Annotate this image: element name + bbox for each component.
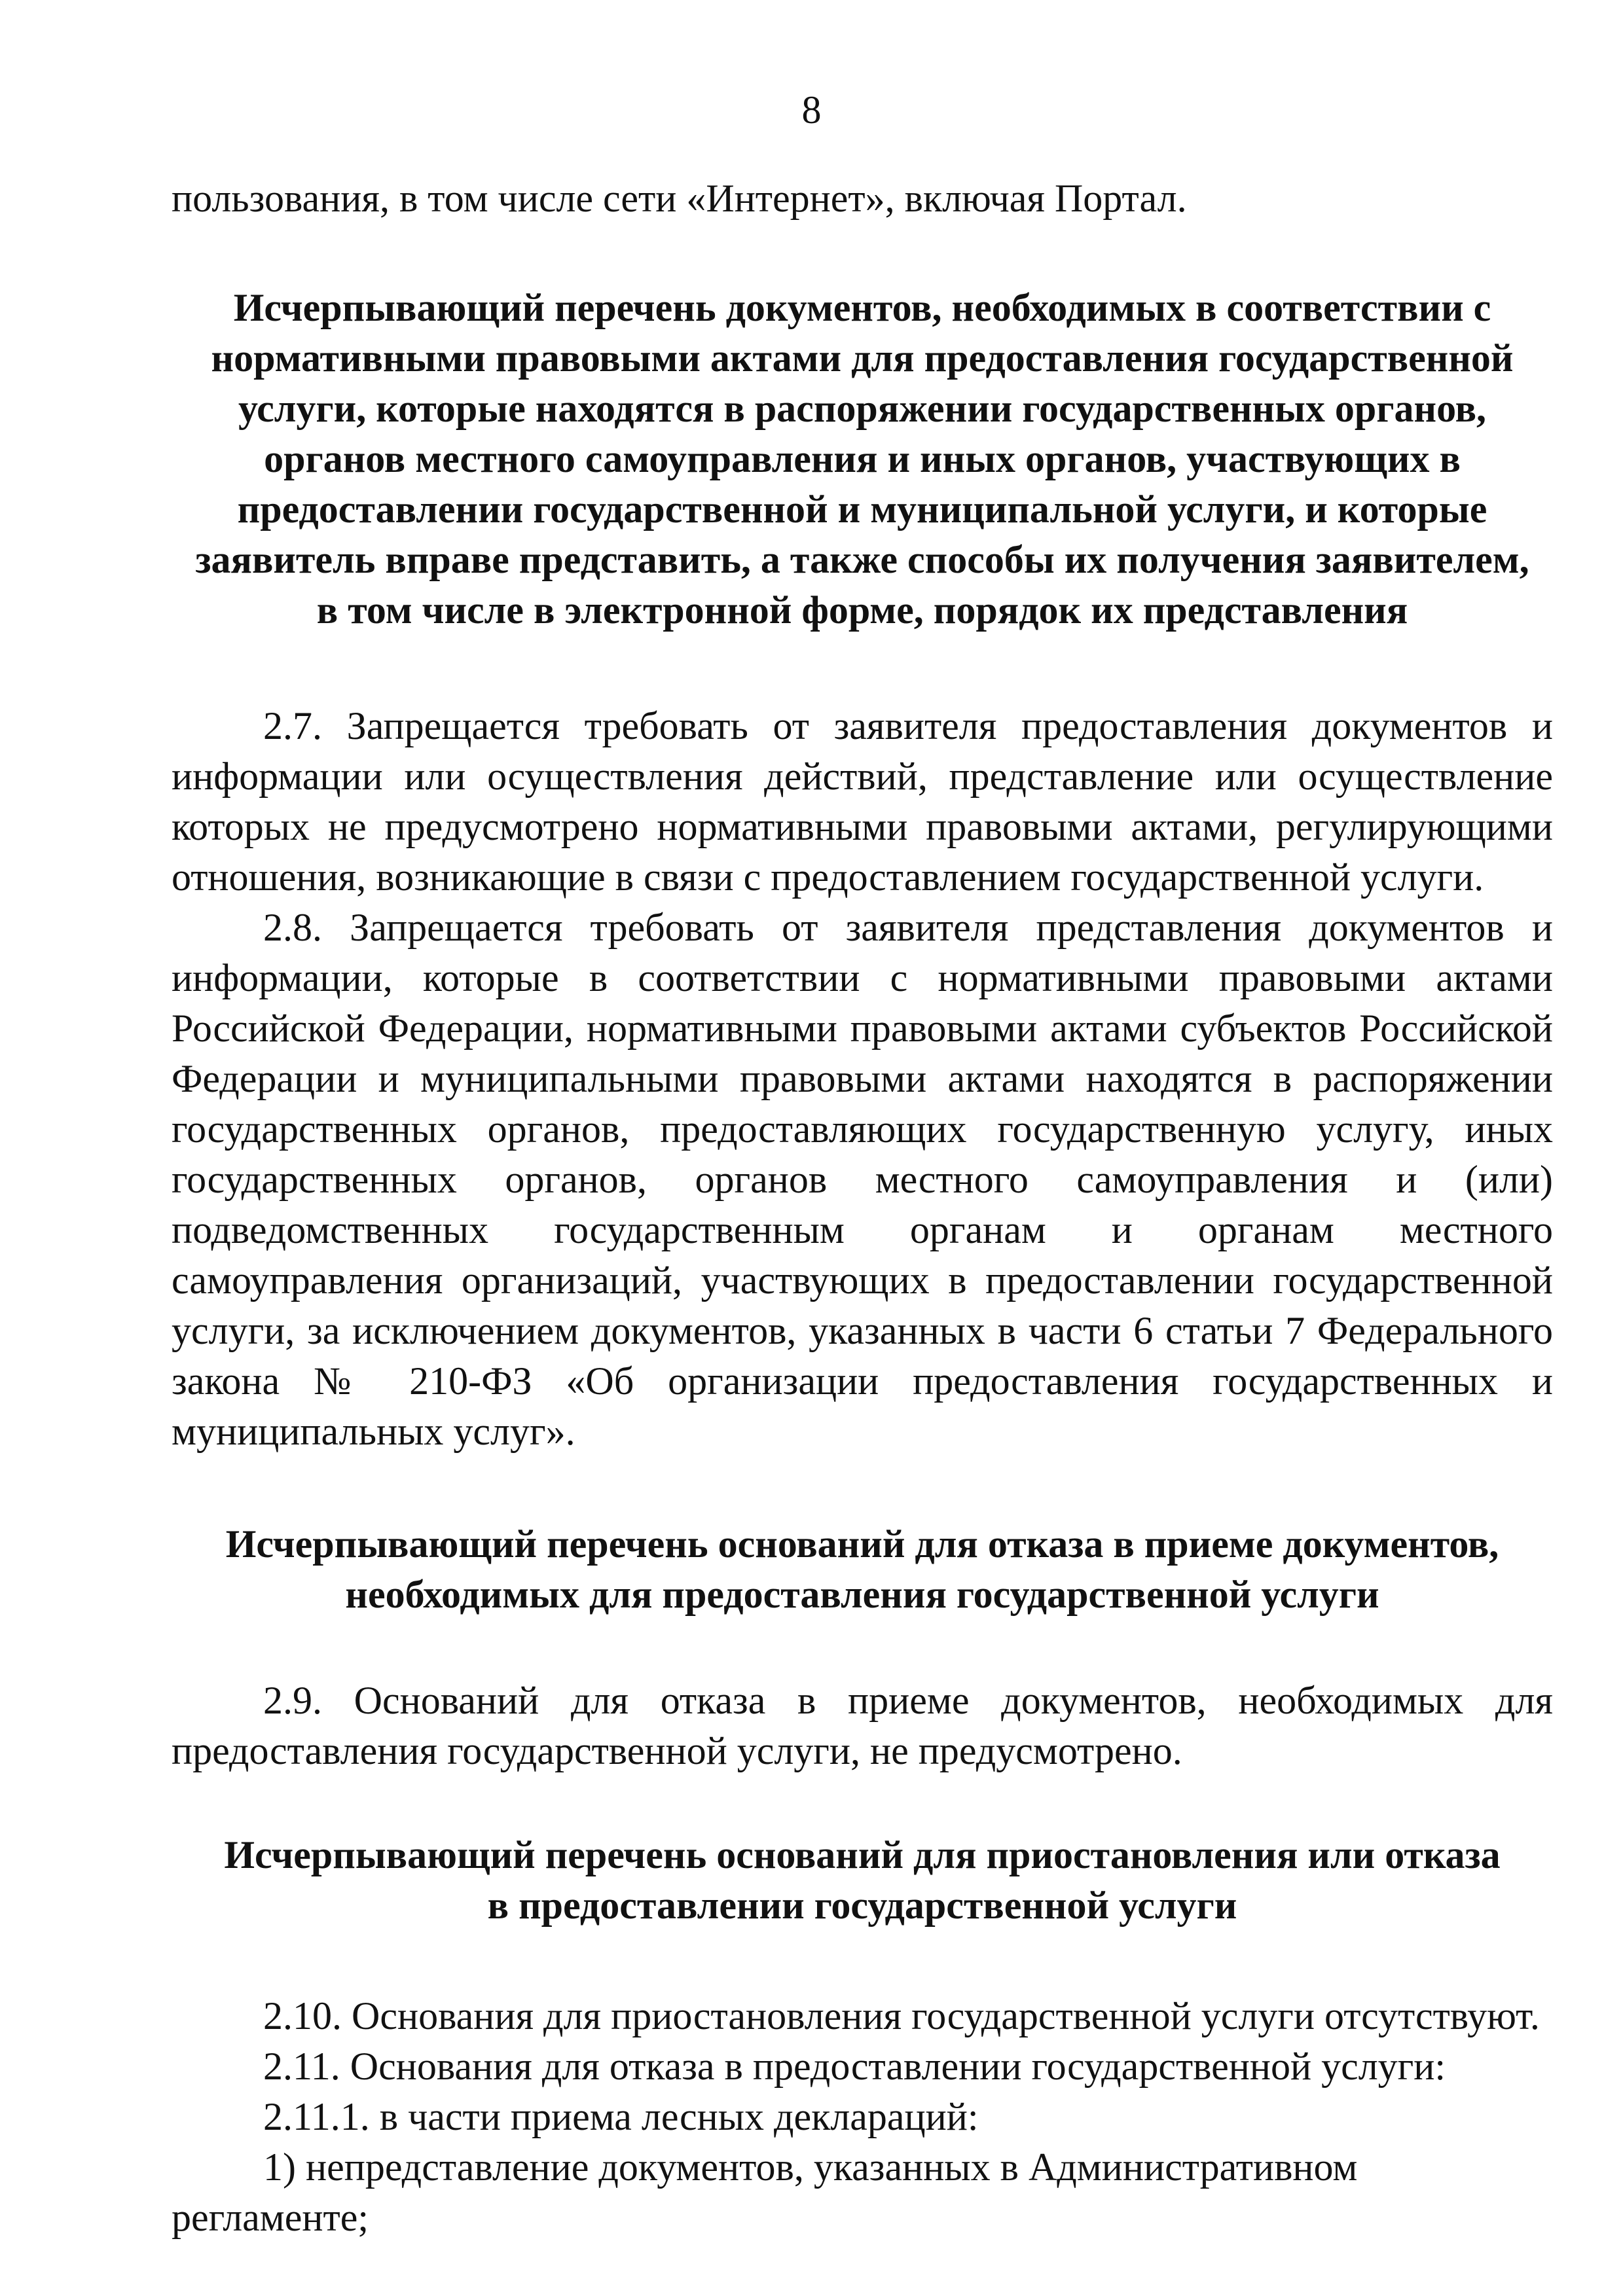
paragraph-2-11: 2.11. Основания для отказа в предоставлении государственной услуги: <box>263 2045 1446 2088</box>
continuation-text: пользования, в том числе сети «Интернет», включая Портал. <box>172 177 1187 220</box>
list-item-1: 1) непредставление документов, указанных в Административном регламенте; <box>172 2145 1358 2239</box>
paragraph-2-7: 2.7. Запрещается требовать от заявителя предоставления документов и информации или осуществления действий, представление или осуществление которых не предусмотрено нормативными правовыми актами, регулирующими отношения, возникающие в связи с предоставлением государственной услуги. <box>172 704 1553 899</box>
paragraph-2-8: 2.8. Запрещается требовать от заявителя представления документов и информации, которые в соответствии с нормативными правовыми актами Российской Федерации, нормативными правовыми актами субъектов Российской Федерации и муниципальными правовыми актами находятся в распоряжении государственных органов, предоставляющих государственную услугу, иных государственных органов, органов местного самоуправления и (или) подведомственных государственным органам и органам местного самоуправления организаций, участвующих в предоставлении государственной услуги, за исключением документов, указанных в части 6 статьи 7 Федерального закона № 210-ФЗ «Об организации предоставления государственных и муниципальных услуг». <box>172 906 1553 1453</box>
document-body <box>172 173 1553 2243</box>
paragraph-2-11-1: 2.11.1. в части приема лесных деклараций: <box>263 2095 979 2138</box>
section-heading-suspension: Исчерпывающий перечень оснований для приостановления или отказа в предоставлении государственной услуги <box>224 1833 1501 1927</box>
paragraph-2-9: 2.9. Оснований для отказа в приеме документов, необходимых для предоставления государственной услуги, не предусмотрено. <box>172 1679 1553 1772</box>
section-heading-documents: Исчерпывающий перечень документов, необходимых в соответствии с нормативными правовыми актами для предоставления государственной услуги, которые находятся в распоряжении государственных органов, органов местного самоуправления и иных органов, участвующих в предоставлении государственной и муниципальной услуги, и которые заявитель вправе представить, а также способы их получения заявителем, в том числе в электронной форме, порядок их представления <box>195 286 1529 632</box>
page-number: 8 <box>801 88 822 132</box>
paragraph-2-10: 2.10. Основания для приостановления государственной услуги отсутствуют. <box>263 1994 1540 2037</box>
section-heading-refusal-acceptance: Исчерпывающий перечень оснований для отказа в приеме документов, необходимых для предоставления государственной услуги <box>225 1522 1499 1616</box>
